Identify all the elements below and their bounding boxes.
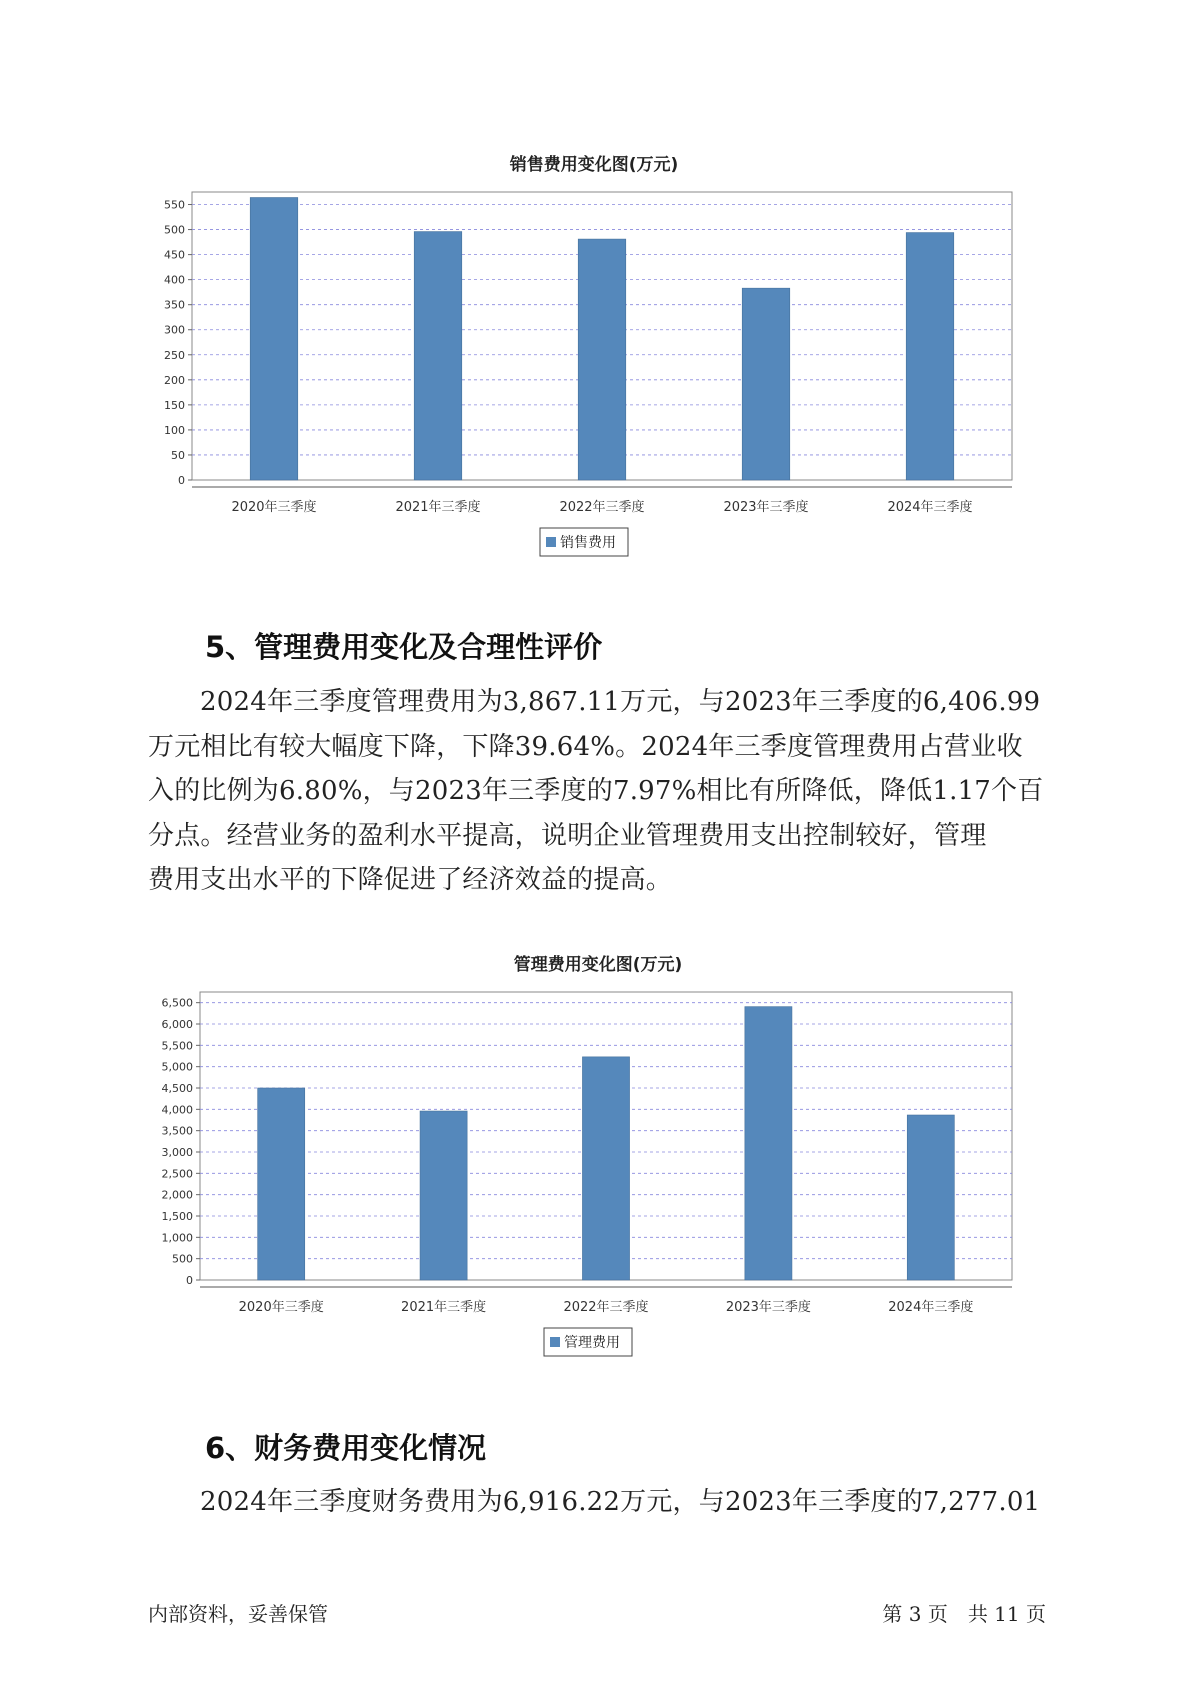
sales-y-tick-label: 0	[178, 474, 185, 487]
sales-y-tick-label: 450	[164, 248, 185, 262]
sales-x-tick-label: 2022年三季度	[559, 500, 645, 515]
sales-x-tick-label: 2021年三季度	[395, 500, 481, 515]
admin-x-tick-label: 2024年三季度	[888, 1300, 974, 1315]
admin-x-tick-label: 2023年三季度	[725, 1300, 811, 1315]
sales-y-tick-label: 400	[164, 273, 185, 287]
sales-legend-swatch	[546, 537, 556, 547]
sales-chart-title: 销售费用变化图(万元)	[509, 155, 679, 175]
sales-y-tick-label: 200	[164, 373, 185, 387]
admin-y-tick-label: 3,000	[161, 1146, 193, 1159]
sales-y-tick-label: 300	[164, 323, 185, 337]
admin-x-tick-label: 2021年三季度	[401, 1300, 487, 1315]
sales-x-tick-label: 2023年三季度	[723, 500, 809, 515]
sales-legend-label: 销售费用	[560, 535, 616, 551]
admin-bar	[582, 1057, 629, 1280]
section-6-heading: 6、财务费用变化情况	[205, 1431, 487, 1465]
admin-y-tick-label: 1,500	[161, 1210, 193, 1223]
section-5-paragraph	[148, 680, 1048, 903]
section-6-line-1: 2024年三季度财务费用为6,916.22万元，与2023年三季度的7,277.01	[200, 1487, 1041, 1517]
admin-y-tick-label: 6,000	[161, 1018, 193, 1031]
footer-left: 内部资料，妥善保管	[148, 1602, 328, 1626]
admin-y-tick-label: 2,000	[161, 1188, 193, 1202]
sales-bar	[414, 232, 462, 480]
admin-y-tick-label: 3,500	[161, 1124, 193, 1138]
section-6-paragraph	[148, 1480, 1048, 1525]
sales-y-tick-label: 100	[164, 423, 185, 437]
admin-bar	[258, 1088, 305, 1280]
admin-y-tick-label: 5,500	[161, 1039, 193, 1053]
section-5-line-4: 分点。经营业务的盈利水平提高，说明企业管理费用支出控制较好，管理	[148, 820, 987, 851]
section-5-line-1: 2024年三季度管理费用为3,867.11万元，与2023年三季度的6,406.99	[200, 687, 1041, 717]
admin-expense-chart	[150, 940, 1030, 1360]
admin-y-tick-label: 2,500	[161, 1167, 193, 1181]
section-5-heading: 5、管理费用变化及合理性评价	[205, 630, 603, 664]
sales-y-tick-label: 250	[164, 348, 185, 362]
sales-expense-chart-svg	[150, 140, 1030, 560]
admin-y-tick-label: 6,500	[161, 996, 193, 1010]
sales-bar	[742, 288, 790, 480]
sales-bar	[578, 239, 626, 480]
admin-y-tick-label: 4,500	[161, 1082, 193, 1095]
sales-bar	[906, 233, 954, 480]
sales-bar	[250, 198, 298, 480]
admin-x-tick-label: 2022年三季度	[563, 1300, 649, 1315]
admin-bar	[907, 1115, 954, 1280]
admin-legend-label: 管理费用	[564, 1335, 620, 1351]
sales-expense-chart	[150, 140, 1030, 560]
admin-expense-chart-svg	[150, 940, 1030, 1360]
admin-x-tick-label: 2020年三季度	[238, 1300, 324, 1315]
admin-legend-swatch	[550, 1337, 560, 1347]
admin-y-tick-label: 0	[186, 1274, 193, 1287]
admin-y-tick-label: 1,000	[161, 1231, 193, 1245]
sales-y-tick-label: 550	[164, 198, 185, 212]
admin-y-tick-label: 4,000	[161, 1103, 193, 1117]
section-5-line-5: 费用支出水平的下降促进了经济效益的提高。	[148, 865, 673, 896]
admin-bar	[420, 1111, 467, 1280]
sales-y-tick-label: 500	[164, 223, 185, 237]
sales-x-tick-label: 2020年三季度	[231, 500, 317, 515]
section-5-line-2: 万元相比有较大幅度下降，下降39.64%。2024年三季度管理费用占营业收	[148, 731, 1023, 762]
sales-y-tick-label: 150	[164, 398, 185, 412]
sales-y-tick-label: 50	[171, 448, 185, 462]
footer-page-number: 第 3 页 共 11 页	[882, 1602, 1046, 1626]
sales-y-tick-label: 350	[164, 298, 185, 312]
admin-y-tick-label: 500	[172, 1252, 193, 1266]
section-5-line-3: 入的比例为6.80%，与2023年三季度的7.97%相比有所降低，降低1.17个百	[148, 776, 1044, 807]
admin-y-tick-label: 5,000	[161, 1060, 193, 1074]
admin-chart-title: 管理费用变化图(万元)	[513, 955, 683, 975]
admin-bar	[745, 1007, 792, 1280]
sales-x-tick-label: 2024年三季度	[887, 500, 973, 515]
